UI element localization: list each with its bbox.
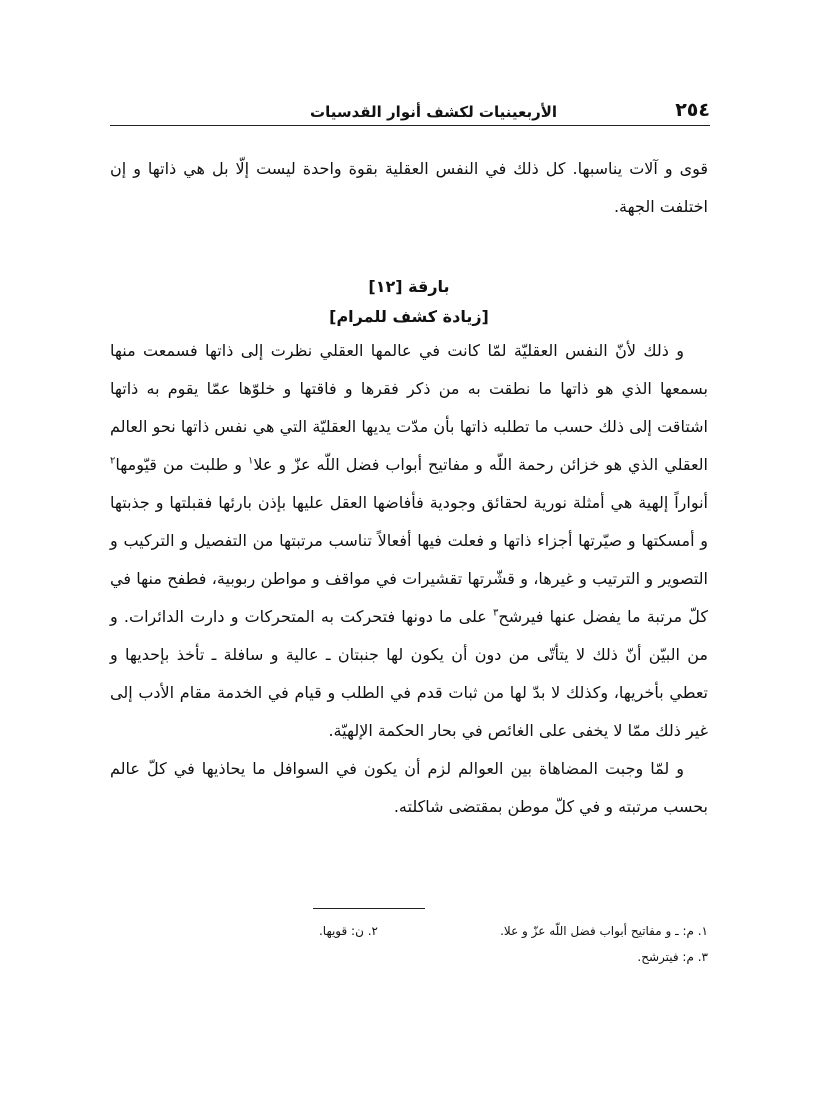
footnote-ref-1: ١ <box>247 455 254 467</box>
footnotes <box>110 918 708 970</box>
running-title: الأربعينيات لكشف أنوار القدسيات <box>310 103 558 121</box>
footnote-row <box>110 918 708 944</box>
footnote-1: ١. م: ـ و مفاتيح أبواب فضل اللّه عزّ و علا. <box>500 924 708 938</box>
paragraph-main-part-c: أنواراً إلهية هي أمثلة نورية لحقائق وجودية فأفاضها العقل عليها بإذن بارئها فقبلتها و جذبتها و أمسكتها و صيّرتها أجزاء ذاتها و فعلت فيها أفعالاً تناسب مرتبتها من التفصيل و التركيب و التصوير و الترتيب و غيرها، و قشّرتها تقشيرات في مواقف و مواطن ربوبية، فطفح منها في كلّ مرتبة ما يفضل عنها فيرشح <box>110 493 708 626</box>
footnote-3: ٣. م: فيترشح. <box>637 950 708 964</box>
main-text <box>110 150 708 826</box>
paragraph-main-part-d: على ما دونها فتحركت به المتحركات و دارت الدائرات. و من البيّن أنّ ذلك لا يتأتّى من دون أن يكون لها جنبتان ـ عالية و سافلة ـ تأخذ بإحديها و تعطي بأخريها، وكذلك لا بدّ لها من ثبات قدم في الطلب و قيام في الخدمة مقام الأدب إلى غير ذلك ممّا لا يخفى على الغائص في بحار الحكمة الإلهيّة. <box>110 607 708 740</box>
footnote-2: ٢. ن: قويها. <box>318 924 378 938</box>
footnote-divider <box>313 908 425 909</box>
running-header <box>110 96 710 126</box>
paragraph-main <box>110 332 708 750</box>
paragraph-main-part-a: و ذلك لأنّ النفس العقليّة لمّا كانت في عالمها العقلي نظرت إلى ذاتها فسمعت منها بسمعها الذي هو ذاتها ما نطقت به من ذكر فقرها و فاقتها و خلوّها عمّا يقوم به ذاتها اشتاقت إلى ذلك حسب ما تطلبه ذاتها بأن مدّت يديها العقليّة التي هي نفس ذاتها نحو العالم العقلي الذي هو خزائن رحمة اللّه و مفاتيح أبواب فضل اللّه عزّ و علا <box>110 341 709 474</box>
section-heading: بارقة [١٢] <box>368 277 450 296</box>
footnote-row <box>110 944 708 970</box>
footnote-ref-3: ٣ <box>493 607 499 619</box>
paragraph-continuation: قوى و آلات يناسبها. كل ذلك في النفس العقلية بقوة واحدة ليست إلّا بل هي ذاتها و إن اختلفت الجهة. <box>110 159 708 216</box>
paragraph-final: و لمّا وجبت المضاهاة بين العوالم لزم أن يكون في السوافل ما يحاذيها في كلّ عالم بحسب مرتبته و في كلّ موطن بمقتضى شاكلته. <box>110 759 708 816</box>
page-number: ٢٥٤ <box>675 99 710 121</box>
section-subheading: [زيادة كشف للمرام] <box>329 307 489 326</box>
footnote-ref-2: ٢ <box>110 455 116 467</box>
paragraph-main-part-b: و طلبت من قيّومها <box>115 455 248 474</box>
